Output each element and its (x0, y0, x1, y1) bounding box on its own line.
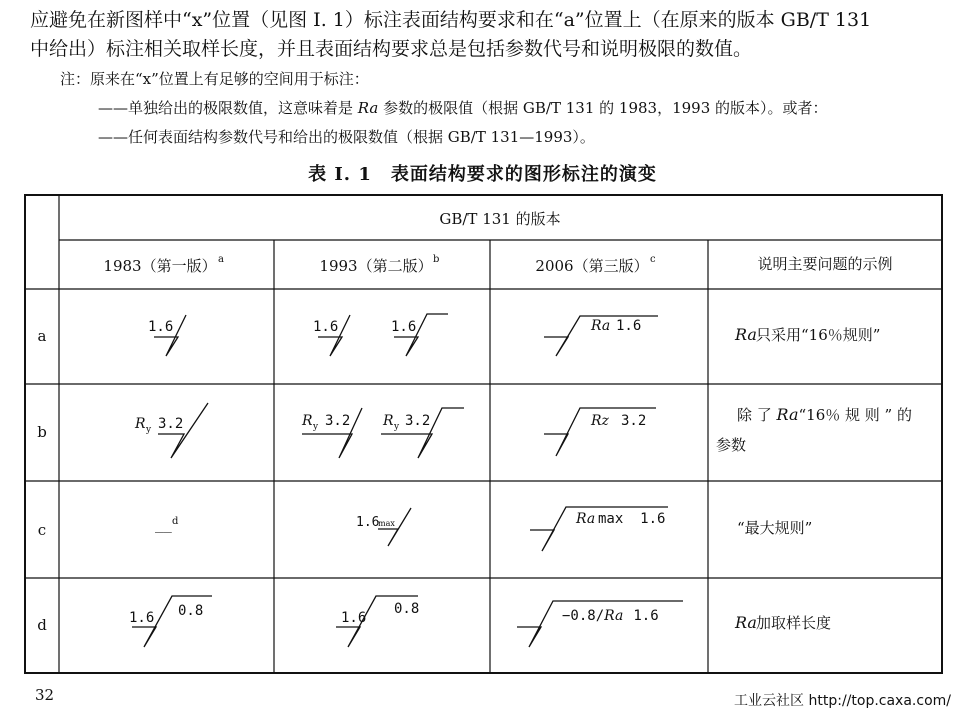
row-b-1993-value-1: 3.2 (325, 413, 351, 429)
note-item-1-text: ——单独给出的极限数值，这意味着是 (98, 99, 358, 117)
row-d-1993-length: 0.8 (394, 601, 420, 617)
row-b-2006-param: Rz (591, 413, 609, 429)
row-b-desc-line-1: 除 了 Ra“16％ 规 则 ” 的 (737, 405, 912, 424)
row-label-a: a (37, 327, 47, 345)
row-label-c: c (37, 521, 47, 539)
row-d-2006-text: −0.8/Ra 1.6 (562, 608, 659, 624)
row-a-1983-value: 1.6 (148, 319, 174, 335)
header-1983-note: a (218, 254, 224, 265)
row-b-1993-param-2: R (383, 413, 394, 429)
note-item-2: ——任何表面结构参数代号和给出的极限数值（根据 GB/T 131—1993）。 (98, 128, 595, 146)
row-b-2006-value: 3.2 (621, 413, 647, 429)
header-1993: 1993（第二版） (319, 257, 433, 275)
row-b-1993-param-2-sub: y (394, 422, 400, 432)
page-number: 32 (35, 686, 55, 704)
note-item-1-tail: 参数的极限值（根据 GB/T 131 的 1983，1993 的版本）。或者： (378, 99, 828, 117)
row-c-1983-value: __ (155, 517, 172, 533)
row-c-desc: “最大规则” (737, 519, 813, 537)
row-c-1983-note: d (172, 516, 179, 527)
header-description: 说明主要问题的示例 (757, 255, 893, 273)
intro-line-1: 应避免在新图样中“x”位置（见图 I. 1）标注表面结构要求和在“a”位置上（在原来的版本 GB/T 131 (30, 9, 872, 31)
row-d-1983-length: 0.8 (178, 603, 204, 619)
header-gbt-versions: GB/T 131 的版本 (439, 210, 561, 228)
row-label-b: b (37, 423, 47, 441)
header-2006: 2006（第三版） (535, 257, 649, 275)
row-b-1983-value: 3.2 (158, 416, 184, 432)
row-a-2006-symbol-text: Ra (591, 318, 611, 334)
row-d-1983-value: 1.6 (129, 610, 155, 626)
row-c-2006-param: Ra (576, 511, 596, 527)
row-a-desc: 只采用“16％规则” (756, 326, 881, 344)
row-d-desc: 加取样长度 (756, 614, 832, 632)
header-1983: 1983（第一版） (103, 257, 217, 275)
row-c-1993-value: 1.6 (356, 515, 380, 530)
intro-line-2: 中给出）标注相关取样长度，并且表面结构要求总是包括参数代号和说明极限的数值。 (30, 38, 753, 60)
row-a-2006-value: 1.6 (616, 318, 642, 334)
row-b-desc-line-2: 参数 (716, 436, 747, 454)
table-title: 表 I. 1 表面结构要求的图形标注的演变 (308, 164, 657, 185)
row-a-1993-value-2: 1.6 (391, 319, 417, 335)
header-2006-note: c (650, 254, 656, 265)
row-b-1983-param-sub: y (146, 425, 152, 435)
row-a-desc-symbol: Ra (735, 325, 757, 344)
row-d-1993-value: 1.6 (341, 610, 367, 626)
row-label-d: d (37, 616, 47, 634)
row-b-1983-param: R (135, 416, 146, 432)
row-d-desc-symbol: Ra (735, 613, 757, 632)
row-b-1993-value-2: 3.2 (405, 413, 431, 429)
watermark-site: 工业云社区 http://top.caxa.com/ (734, 693, 951, 709)
row-c-1993-max: max (378, 519, 395, 528)
note-item-1-symbol: Ra (357, 99, 379, 117)
row-c-2006-value: max 1.6 (598, 511, 666, 527)
row-b-1993-param-1-sub: y (313, 422, 319, 432)
row-a-1993-value-1: 1.6 (313, 319, 339, 335)
row-b-1993-param-1: R (302, 413, 313, 429)
header-1993-note: b (433, 254, 440, 265)
note-heading: 注：原来在“x”位置上有足够的空间用于标注： (60, 70, 369, 88)
